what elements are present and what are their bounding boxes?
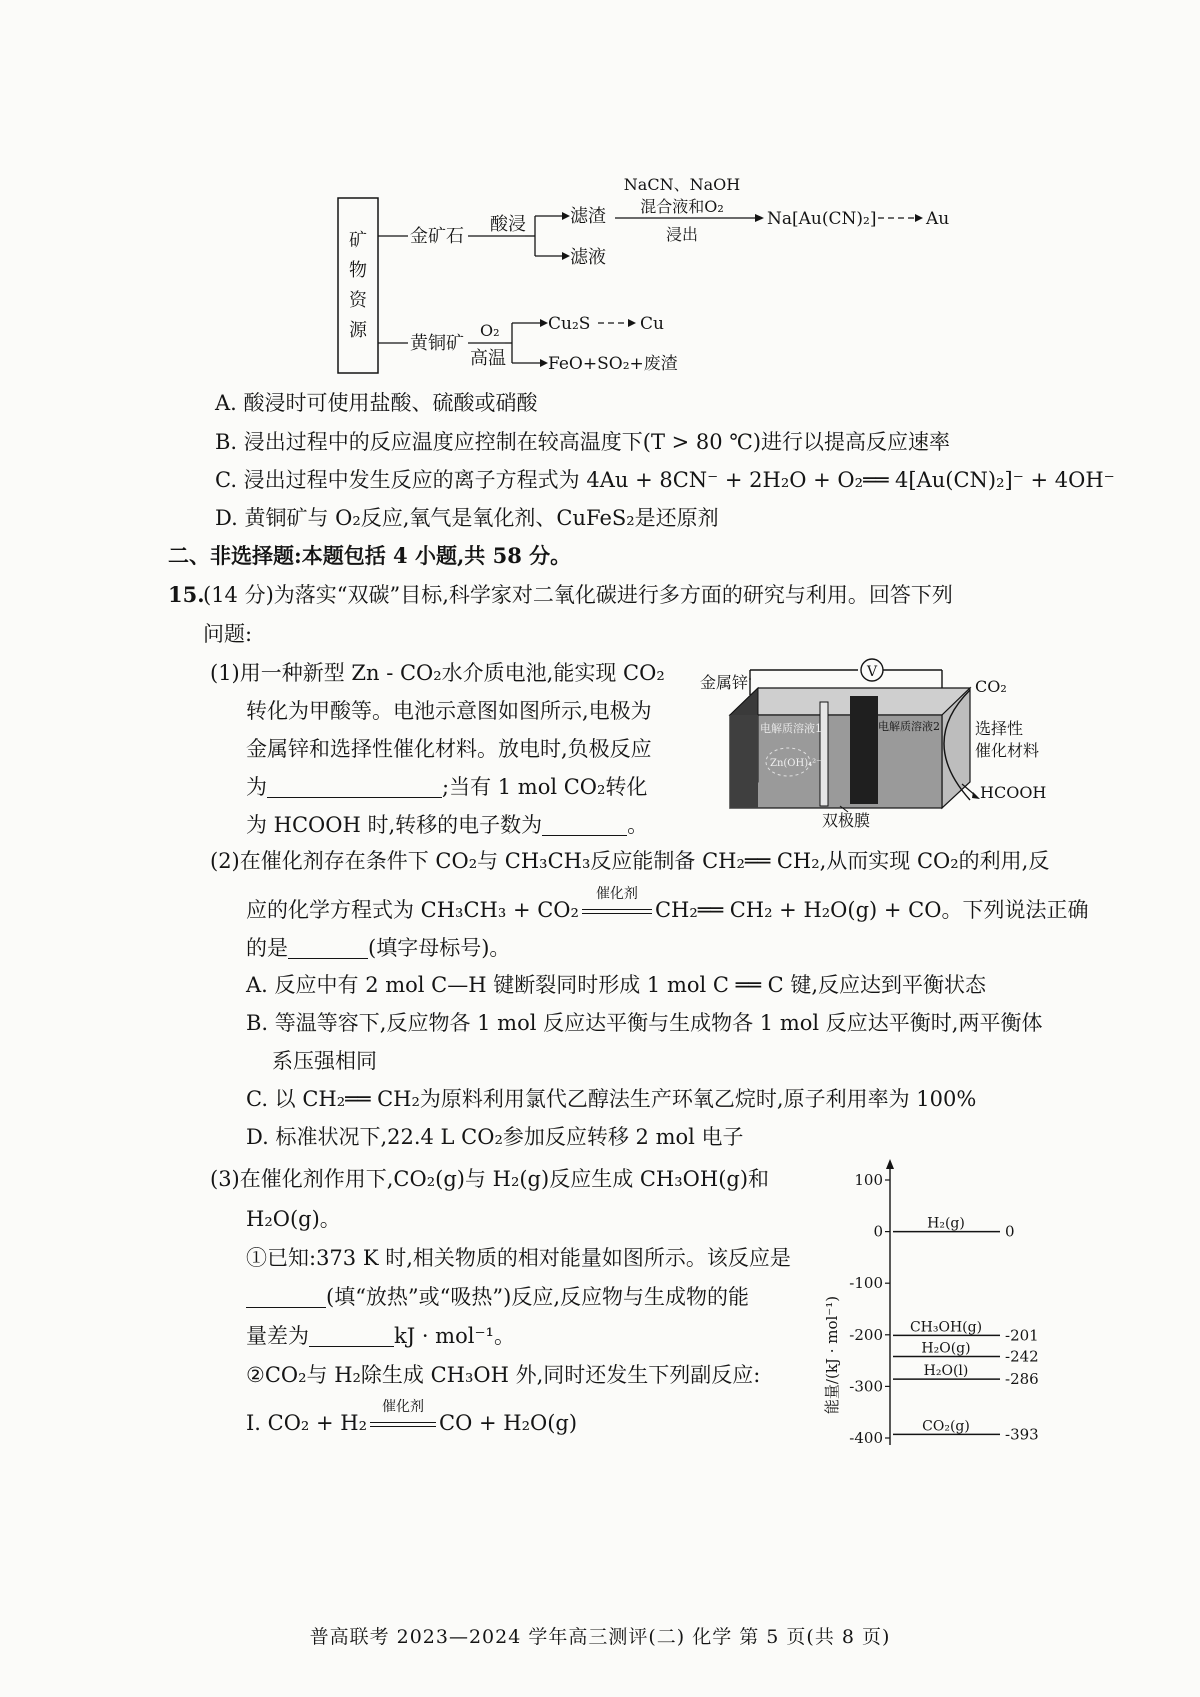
catalyst-label: 催化剂 <box>595 886 638 902</box>
species-label: H₂O(l) <box>923 1363 969 1380</box>
ore1-label: 金矿石 <box>410 226 464 247</box>
q15-p1-line1: (1)用一种新型 Zn - CO₂水介质电池,能实现 CO₂ <box>210 661 665 685</box>
energy-value-label: 0 <box>1005 1222 1015 1241</box>
reagent-line2: 混合液和O₂ <box>640 197 724 216</box>
q15-p1-line5 <box>246 810 648 840</box>
q15-p2-option-c: C. 以 CH₂══ CH₂为原料利用氯代乙醇法生产环氧乙烷时,原子利用率为 100% <box>246 1087 977 1111</box>
y-tick-label: -300 <box>849 1377 883 1396</box>
cond-top: O₂ <box>480 321 500 340</box>
box-char-2: 物 <box>349 260 367 281</box>
q15-number: 15. <box>168 582 205 607</box>
complex-label: Na[Au(CN)₂] <box>767 209 877 229</box>
q15-p3-line5 <box>246 1321 515 1351</box>
q15-p3-line7 <box>246 1399 578 1438</box>
box-char-3: 资 <box>349 290 367 311</box>
zinc-label: 金属锌 <box>700 673 749 692</box>
byproducts-label: FeO+SO₂+废渣 <box>548 354 678 374</box>
q15-p2-line1: (2)在催化剂存在条件下 CO₂与 CH₃CH₃反应能制备 CH₂══ CH₂,从而实现 CO₂的利用,反 <box>210 849 1050 873</box>
page-footer: 普高联考 2023—2024 学年高三测评(二) 化学 第 5 页(共 8 页) <box>309 1626 891 1648</box>
text: 为 HCOOH 时,转移的电子数为 <box>246 813 543 837</box>
section-heading: 二、非选择题:本题包括 4 小题,共 58 分。 <box>168 543 572 568</box>
text: 为 <box>246 775 267 799</box>
ore-flowchart <box>330 168 970 388</box>
cond-bottom: 高温 <box>470 348 506 369</box>
answer-blank-electrons[interactable] <box>542 813 627 836</box>
cu-label: Cu <box>640 314 664 334</box>
energy-value-label: -286 <box>1005 1370 1039 1389</box>
q14-option-c: C. 浸出过程中发生反应的离子方程式为 4Au + 8CN⁻ + 2H₂O + O₂══ 4[Au(CN)₂]⁻ + 4OH⁻ <box>215 468 1115 492</box>
text: CH₂══ CH₂ + H₂O(g) + CO。下列说法正确 <box>654 898 1089 922</box>
text: (填字母标号)。 <box>368 936 511 960</box>
q15-intro-1: (14 分)为落实“双碳”目标,科学家对二氧化碳进行多方面的研究与利用。回答下列 <box>203 583 953 607</box>
energy-level-chart <box>815 1155 1085 1455</box>
y-tick-label: -100 <box>849 1274 883 1293</box>
co2-label: CO₂ <box>975 677 1007 696</box>
box-char-1: 矿 <box>349 230 367 251</box>
y-axis-label: 能量/(kJ · mol⁻¹) <box>823 1295 841 1415</box>
q15-p2-option-b1: B. 等温等容下,反应物各 1 mol 反应达平衡与生成物各 1 mol 反应达平衡时,两平衡体 <box>246 1011 1043 1035</box>
text: 量差为 <box>246 1324 309 1348</box>
q15-p2-line2 <box>246 886 1089 925</box>
y-tick-label: 100 <box>854 1171 883 1189</box>
q15-p3-line3: ①已知:373 K 时,相关物质的相对能量如图所示。该反应是 <box>246 1246 791 1270</box>
step1-label: 酸浸 <box>490 214 526 235</box>
solution2-label: 电解质溶液2 <box>878 720 940 733</box>
reagent-line3: 浸出 <box>665 225 699 244</box>
species-label: H₂(g) <box>927 1215 965 1232</box>
answer-blank-heat[interactable] <box>246 1285 326 1308</box>
catalyst-arrow-2 <box>367 1399 439 1438</box>
q15-p1-line4 <box>246 772 647 802</box>
gold-product: Au <box>926 209 950 229</box>
energy-value-label: -242 <box>1005 1347 1039 1366</box>
cu2s-label: Cu₂S <box>548 314 591 334</box>
answer-blank-energy[interactable] <box>309 1324 394 1347</box>
hcooh-label: HCOOH <box>980 783 1047 802</box>
box-char-4: 源 <box>349 320 367 341</box>
species-label: H₂O(g) <box>921 1340 971 1357</box>
q15-p2-option-b2: 系压强相同 <box>272 1049 377 1073</box>
energy-value-label: -393 <box>1005 1425 1039 1444</box>
y-tick-label: 0 <box>873 1222 883 1241</box>
battery-diagram <box>700 650 1080 830</box>
text: ;当有 1 mol CO₂转化 <box>442 775 648 799</box>
ore2-label: 黄铜矿 <box>410 333 464 354</box>
text: 的是 <box>246 936 288 960</box>
catalyst-label-2: 催化材料 <box>975 741 1040 760</box>
q15-p1-line2: 转化为甲酸等。电池示意图如图所示,电极为 <box>246 699 652 723</box>
filtrate-label: 滤液 <box>570 247 606 268</box>
catalyst-arrow <box>579 886 655 925</box>
text: CO + H₂O(g) <box>439 1411 578 1435</box>
solution1-label: 电解质溶液1 <box>760 722 822 735</box>
q14-option-a: A. 酸浸时可使用盐酸、硫酸或硝酸 <box>215 391 538 415</box>
q15-p2-line3 <box>246 933 510 963</box>
catalyst-label-2: 催化剂 <box>382 1399 425 1415</box>
text: Ⅰ. CO₂ + H₂ <box>246 1411 368 1435</box>
y-tick-label: -400 <box>849 1429 883 1447</box>
q14-option-d: D. 黄铜矿与 O₂反应,氧气是氧化剂、CuFeS₂是还原剂 <box>215 506 719 530</box>
residue-label: 滤渣 <box>570 206 606 227</box>
text: 。 <box>627 813 649 837</box>
membrane-label: 双极膜 <box>822 811 871 830</box>
text: (填“放热”或“吸热”)反应,反应物与生成物的能 <box>326 1285 750 1309</box>
reagent-line1: NaCN、NaOH <box>623 175 741 194</box>
catalyst-label-1: 选择性 <box>975 719 1024 738</box>
species-label: CO₂(g) <box>922 1418 970 1435</box>
q15-p3-line2: H₂O(g)。 <box>246 1207 341 1231</box>
answer-blank-choice[interactable] <box>288 936 368 959</box>
q14-option-b: B. 浸出过程中的反应温度应控制在较高温度下(T > 80 ℃)进行以提高反应速率 <box>215 430 951 454</box>
text: kJ · mol⁻¹。 <box>394 1324 515 1348</box>
y-tick-label: -200 <box>849 1325 883 1344</box>
q15-p3-line6: ②CO₂与 H₂除生成 CH₃OH 外,同时还发生下列副反应: <box>246 1363 761 1387</box>
answer-blank-anode[interactable] <box>267 775 442 798</box>
q15-p1-line3: 金属锌和选择性催化材料。放电时,负极反应 <box>246 737 652 761</box>
ion-label: Zn(OH)₄²⁻ <box>770 758 822 769</box>
q15-p2-option-d: D. 标准状况下,22.4 L CO₂参加反应转移 2 mol 电子 <box>246 1125 744 1149</box>
q15-p3-line1: (3)在催化剂作用下,CO₂(g)与 H₂(g)反应生成 CH₃OH(g)和 <box>210 1167 770 1191</box>
energy-value-label: -201 <box>1005 1326 1039 1345</box>
q15-intro-2: 问题: <box>203 622 253 646</box>
text: 应的化学方程式为 CH₃CH₃ + CO₂ <box>246 898 579 922</box>
q15-p3-line4 <box>246 1282 749 1312</box>
q15-p2-option-a: A. 反应中有 2 mol C—H 键断裂同时形成 1 mol C ══ C 键,反应达到平衡状态 <box>246 973 987 997</box>
species-label: CH₃OH(g) <box>909 1319 983 1336</box>
voltmeter-icon: V <box>866 664 878 680</box>
